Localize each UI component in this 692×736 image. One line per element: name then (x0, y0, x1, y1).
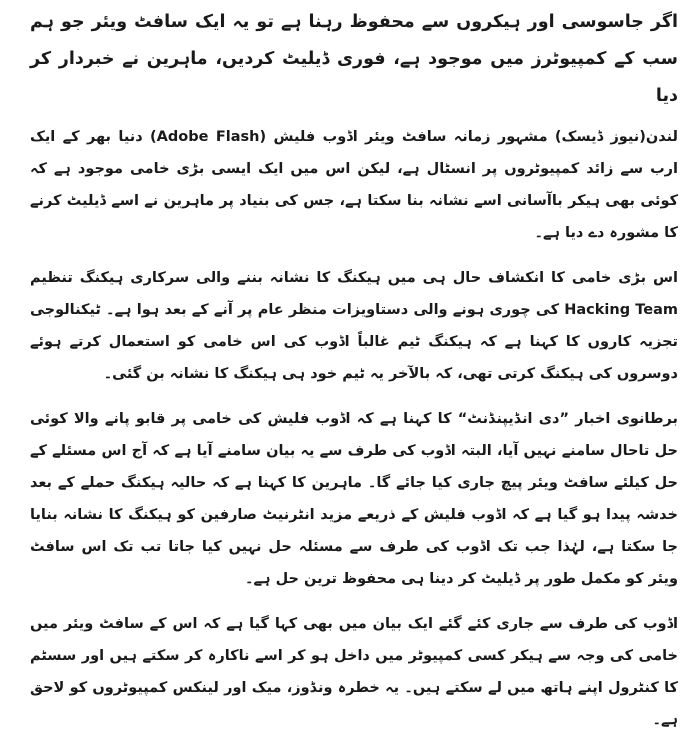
article-paragraph-independent: برطانوی اخبار ”دی انڈیپنڈنٹ“ کا کہنا ہے کہ اڈوب فلیش کی خامی پر قابو پانے والا کوئی حل تاحال سامنے نہیں آیا، البتہ اڈوب کی طرف سے یہ بیان سامنے آیا ہے کہ آج اس مسئلے کے حل کیلئے سافٹ ویئر پیچ جاری کیا جائے گا۔ ماہرین کا کہنا ہے کہ حالیہ ہیکنگ حملے کے بعد خدشہ پیدا ہو گیا ہے کہ اڈوب فلیش کے ذریعے مزید انٹرنیٹ صارفین کو ہیکنگ کا نشانہ بنایا جا سکتا ہے، لہٰذا جب تک اڈوب کی طرف سے مسئلہ حل نہیں کیا جاتا تب تک اس سافٹ ویئر کو مکمل طور پر ڈیلیٹ کر دینا ہی محفوظ ترین حل ہے۔ (30, 411, 678, 587)
news-article (30, 4, 678, 736)
article-paragraph-adobe-statement: اڈوب کی طرف سے جاری کئے گئے ایک بیان میں بھی کہا گیا ہے کہ اس کے سافٹ ویئر میں خامی کی وجہ سے ہیکر کسی کمپیوٹر میں داخل ہو کر اسے ناکارہ کر سکتے ہیں اور سسٹم کا کنٹرول اپنے ہاتھ میں لے سکتے ہیں۔ یہ خطرہ ونڈوز، میک اور لینکس کمپیوٹروں کو لاحق ہے۔ (30, 616, 678, 728)
article-paragraph-intro: لندن(نیوز ڈیسک) مشہور زمانہ سافٹ ویئر اڈوب فلیش (Adobe Flash) دنیا بھر کے ایک ارب سے زائد کمپیوٹروں پر انسٹال ہے، لیکن اس میں ایک ایسی بڑی خامی موجود ہے کہ کوئی بھی ہیکر باآسانی اسے نشانہ بنا سکتا ہے، جس کی بنیاد پر ماہرین نے اسے ڈیلیٹ کرنے کا مشورہ دے دیا ہے۔ (30, 129, 678, 241)
article-paragraph-hacking-team: اس بڑی خامی کا انکشاف حال ہی میں ہیکنگ کا نشانہ بننے والی سرکاری ہیکنگ تنظیم Hacking Team کی چوری ہونے والی دستاویزات منظر عام پر آنے کے بعد ہوا ہے۔ ٹیکنالوجی تجزیہ کاروں کا کہنا ہے کہ ہیکنگ ٹیم غالباً اڈوب کی اس خامی کو استعمال کرتے ہوئے دوسروں کی ہیکنگ کرتی تھی، کہ بالآخر یہ ٹیم خود ہی ہیکنگ کا نشانہ بن گئی۔ (30, 270, 678, 382)
article-headline: اگر جاسوسی اور ہیکروں سے محفوظ رہنا ہے تو یہ ایک سافٹ ویئر جو ہم سب کے کمپیوٹرز میں موجود ہے، فوری ڈیلیٹ کردیں، ماہرین نے خبردار کر دیا (30, 12, 678, 106)
